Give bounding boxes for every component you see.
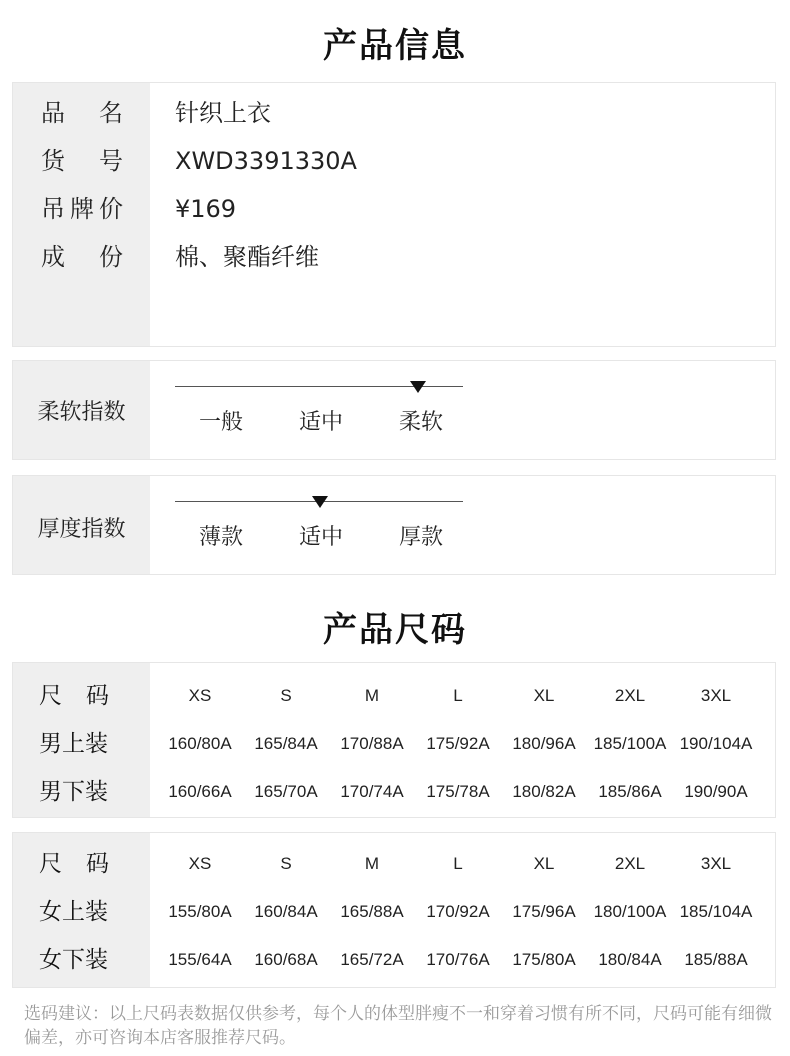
table-cell: XL xyxy=(533,854,555,873)
table-cell: 180/100A xyxy=(593,902,667,921)
row-label: 尺码 xyxy=(39,851,109,877)
men-size-table xyxy=(12,662,776,818)
table-cell: 155/80A xyxy=(168,902,232,921)
info-value: XWD3391330A xyxy=(175,147,357,175)
table-cell: 160/66A xyxy=(168,782,232,801)
table-cell: 180/82A xyxy=(512,782,576,801)
thickness-title: 厚度指数 xyxy=(37,517,126,542)
thickness-option: 厚款 xyxy=(398,525,443,550)
table-cell: 3XL xyxy=(700,854,732,873)
table-cell: 170/88A xyxy=(340,734,404,753)
table-row xyxy=(13,840,777,888)
row-label: 尺码 xyxy=(39,683,109,709)
table-cell: S xyxy=(280,854,292,873)
info-key: 成份 xyxy=(41,243,123,271)
table-cell: 190/104A xyxy=(679,734,753,753)
info-row-price xyxy=(13,185,777,233)
table-cell: 2XL xyxy=(614,854,646,873)
table-cell: 185/88A xyxy=(684,950,748,969)
table-row xyxy=(13,672,777,720)
product-info-title: 产品信息 xyxy=(323,26,467,66)
softness-option: 适中 xyxy=(298,410,343,435)
thickness-option: 适中 xyxy=(298,525,343,550)
table-cell: M xyxy=(364,686,380,705)
product-info-panel xyxy=(12,82,776,347)
row-label: 男下装 xyxy=(39,779,108,805)
table-cell: 155/64A xyxy=(168,950,232,969)
info-row-material xyxy=(13,233,777,281)
table-cell: M xyxy=(364,854,380,873)
table-cell: 175/78A xyxy=(426,782,490,801)
table-cell: 165/70A xyxy=(254,782,318,801)
table-cell: 185/86A xyxy=(598,782,662,801)
table-cell: 175/92A xyxy=(426,734,490,753)
women-size-table xyxy=(12,832,776,988)
table-cell: 2XL xyxy=(614,686,646,705)
table-row xyxy=(13,888,777,936)
softness-title: 柔软指数 xyxy=(37,400,126,425)
table-cell: 190/90A xyxy=(684,782,748,801)
row-label: 男上装 xyxy=(39,731,108,757)
table-cell: XL xyxy=(533,686,555,705)
table-cell: L xyxy=(453,854,463,873)
row-label: 女下装 xyxy=(39,947,108,973)
table-cell: 175/96A xyxy=(512,902,576,921)
table-cell: 165/72A xyxy=(340,950,404,969)
softness-panel xyxy=(12,360,776,460)
table-cell: 185/100A xyxy=(593,734,667,753)
table-row xyxy=(13,936,777,984)
table-row xyxy=(13,768,777,816)
table-cell: XS xyxy=(188,854,212,873)
info-value: 针织上衣 xyxy=(175,99,271,127)
size-advice-note: 选码建议：以上尺码表数据仅供参考，每个人的体型胖瘦不一和穿着习惯有所不同，尺码可能有细微偏差，亦可咨询本店客服推荐尺码。 xyxy=(24,1004,772,1048)
table-cell: 165/88A xyxy=(340,902,404,921)
info-row-name xyxy=(13,89,777,137)
table-cell: 180/84A xyxy=(598,950,662,969)
softness-marker-icon xyxy=(410,381,426,393)
softness-option: 一般 xyxy=(198,410,243,435)
softness-option: 柔软 xyxy=(398,410,443,435)
info-value: ¥169 xyxy=(175,195,237,223)
table-cell: 165/84A xyxy=(254,734,318,753)
thickness-panel xyxy=(12,475,776,575)
thickness-option: 薄款 xyxy=(198,525,243,550)
table-cell: 160/68A xyxy=(254,950,318,969)
table-row xyxy=(13,720,777,768)
thickness-marker-icon xyxy=(312,496,328,508)
table-cell: 180/96A xyxy=(512,734,576,753)
info-key: 品名 xyxy=(41,99,123,127)
table-cell: 160/80A xyxy=(168,734,232,753)
table-cell: 3XL xyxy=(700,686,732,705)
table-cell: 185/104A xyxy=(679,902,753,921)
table-cell: 170/92A xyxy=(426,902,490,921)
table-cell: 170/76A xyxy=(426,950,490,969)
info-key: 货号 xyxy=(41,147,123,175)
row-label: 女上装 xyxy=(39,899,108,925)
info-key: 吊牌价 xyxy=(41,195,123,223)
table-cell: 170/74A xyxy=(340,782,404,801)
table-cell: S xyxy=(280,686,292,705)
table-cell: XS xyxy=(188,686,212,705)
table-cell: L xyxy=(453,686,463,705)
table-cell: 175/80A xyxy=(512,950,576,969)
info-row-sku xyxy=(13,137,777,185)
info-value: 棉、聚酯纤维 xyxy=(175,243,319,271)
product-size-title: 产品尺码 xyxy=(323,610,467,650)
table-cell: 160/84A xyxy=(254,902,318,921)
